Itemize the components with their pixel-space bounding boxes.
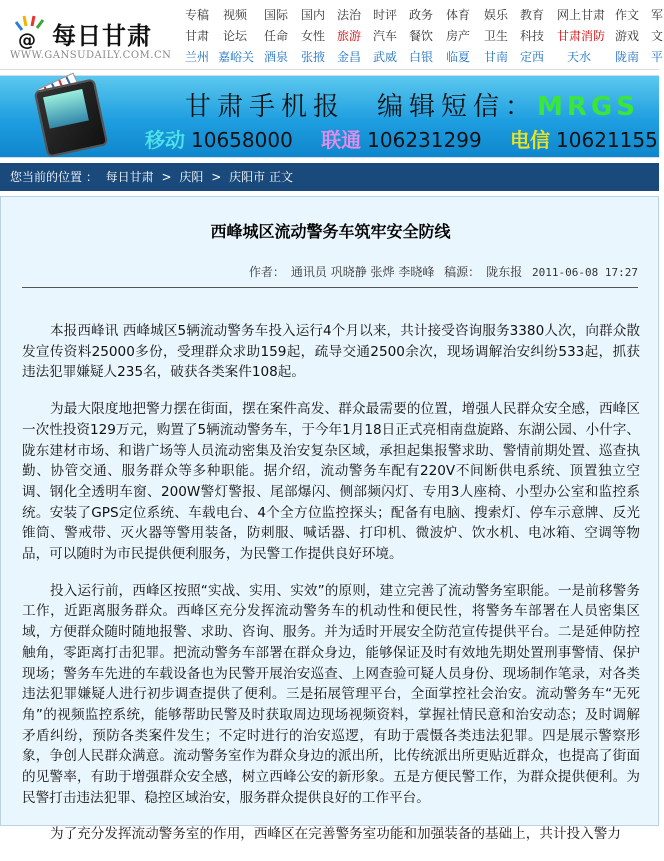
nav-link[interactable]: 科技	[520, 29, 545, 43]
article-author: 通讯员 巩晓静 张烨 李晓峰	[290, 265, 435, 279]
nav-link[interactable]: 旅游	[337, 29, 362, 43]
nav-link[interactable]: 法治	[337, 8, 362, 22]
article-title: 西峰城区流动警务车筑牢安全防线	[210, 222, 451, 241]
breadcrumb-item[interactable]: 庆阳	[179, 170, 204, 184]
nav-link[interactable]: 论坛	[223, 29, 248, 43]
nav-link[interactable]: 文	[651, 29, 664, 43]
article-source: 陇东报	[486, 265, 523, 279]
nav-link[interactable]: 任命	[264, 29, 289, 43]
mobile-news-banner[interactable]	[0, 75, 659, 158]
nav-link[interactable]: 网上甘肃	[557, 8, 606, 22]
breadcrumb-label: 您当前的位置 ：	[10, 170, 98, 184]
nav-link[interactable]: 天水	[567, 50, 592, 64]
nav-link[interactable]: 甘肃	[185, 29, 210, 43]
paragraph: 本报西峰讯 西峰城区5辆流动警务车投入运行4个月以来，共计接受咨询服务3380人次，向群众散发宣传资料25000多份，受理群众求助159起，疏导交通2500余次，现场调解治安纠纷533起，抓获违法犯罪嫌疑人235名，破获各类案件108起。	[22, 323, 640, 381]
article	[0, 196, 659, 843]
nav-link[interactable]: 军	[651, 8, 664, 22]
breadcrumb-separator: >	[211, 170, 222, 184]
paragraph: 为了充分发挥流动警务室的作用，西峰区在完善警务室功能和加强装备的基础上，共计投入警力	[50, 826, 621, 843]
operator-number: 106231299	[367, 128, 482, 152]
nav-link[interactable]: 视频	[223, 8, 248, 22]
site-logo[interactable]	[8, 8, 172, 64]
paragraph: 投入运行前，西峰区按照“实战、实用、实效”的原则，建立完善了流动警务室职能。一是前移警务工作，近距离服务群众。西峰区充分发挥流动警务车的机动性和便民性，将警务车部署在人员密集区域，方便群众随时随地报警、求助、咨询、服务。并为适时开展安全防范宣传提供平台。二是延伸防控触角，零距离打击犯罪。把流动警务车部署在群众身边，能够保证及时有效地先期处置刑事警情、保护现场；警务车先进的车载设备也为民警开展治安巡查、上网查验可疑人员身份、现场制作笔录，对各类违法犯罪嫌疑人进行初步调查提供了便利。三是拓展管理平台，全面掌控社会治安。流动警务车“无死角”的视频监控系统，能够帮助民警及时获取周边现场视频资料，掌握社情民意和治安动态；及时调解矛盾纠纷，预防各类案件发生；不定时进行的治安巡逻，有助于震慑各类违法犯罪。四是展示警察形象，争创人民群众满意。流动警务室作为群众身边的派出所，比传统派出所更贴近群众，也提高了街面的见警率，有助于增强群众安全感，树立西峰公安的新形象。五是方便民警工作，为群众提供便利。为民警打击违法犯罪、稳控区域治安，服务群众提供良好的工作平台。	[22, 582, 640, 806]
nav-link[interactable]: 张掖	[301, 50, 326, 64]
operator-number: 10621155	[556, 128, 658, 152]
nav-link[interactable]: 临夏	[446, 50, 471, 64]
site-header	[0, 0, 664, 70]
nav-link[interactable]: 房产	[446, 29, 471, 43]
nav-link[interactable]: 卫生	[484, 29, 509, 43]
nav-link[interactable]: 娱乐	[484, 8, 509, 22]
banner-title-text: 甘肃手机报 编辑短信：	[185, 92, 538, 122]
operator-name: 电信	[510, 128, 551, 152]
breadcrumb-separator: >	[161, 170, 172, 184]
nav-link[interactable]: 专稿	[185, 8, 210, 22]
site-name: 每日甘肃	[52, 22, 152, 50]
nav-link[interactable]: 武威	[373, 50, 398, 64]
nav-link[interactable]: 甘肃消防	[557, 29, 606, 43]
banner-sms-code: MRGS	[537, 92, 639, 122]
nav-link[interactable]: 甘南	[484, 50, 509, 64]
nav-link[interactable]: 餐饮	[409, 29, 434, 43]
nav-link[interactable]: 国际	[264, 8, 289, 22]
nav-link[interactable]: 游戏	[615, 29, 640, 43]
nav-link[interactable]: 汽车	[373, 29, 398, 43]
nav-link[interactable]: 政务	[409, 8, 434, 22]
site-url: WWW.GANSUDAILY.COM.CN	[10, 50, 172, 61]
nav-link[interactable]: 教育	[520, 8, 545, 22]
nav-link[interactable]: 嘉峪关	[218, 50, 255, 64]
nav-link[interactable]: 体育	[446, 8, 471, 22]
nav-link[interactable]: 作文	[615, 8, 640, 22]
nav-link[interactable]: 酒泉	[264, 50, 289, 64]
article-body	[22, 321, 640, 861]
nav-link[interactable]: 金昌	[337, 50, 362, 64]
breadcrumb-item[interactable]: 庆阳市 正文	[229, 170, 293, 184]
nav-link[interactable]: 平	[651, 50, 664, 64]
phone-icon	[34, 78, 109, 157]
article-date: 2011-06-08 17:27	[532, 266, 638, 279]
banner-title	[185, 86, 639, 123]
article-meta	[243, 263, 638, 280]
logo-icon	[12, 14, 48, 51]
operator-name: 移动	[145, 128, 185, 152]
author-label: 作者：	[248, 265, 285, 279]
operator-name: 联通	[321, 128, 362, 152]
banner-operators	[145, 124, 664, 153]
nav-link[interactable]: 白银	[409, 50, 434, 64]
nav-link[interactable]: 陇南	[615, 50, 640, 64]
nav-link[interactable]: 女性	[301, 29, 326, 43]
breadcrumb-item[interactable]: 每日甘肃	[105, 170, 154, 184]
svg-text:@: @	[18, 30, 36, 51]
nav-link[interactable]: 时评	[373, 8, 398, 22]
nav-link[interactable]: 国内	[301, 8, 326, 22]
nav-link[interactable]: 兰州	[185, 50, 210, 64]
breadcrumb	[0, 163, 659, 191]
nav-link[interactable]: 定西	[520, 50, 545, 64]
operator-number: 10658000	[191, 128, 293, 152]
paragraph: 为最大限度地把警力摆在街面，摆在案件高发、群众最需要的位置，增强人民群众安全感，西峰区一次性投资129万元，购置了5辆流动警务车，于今年1月18日正式亮相南盘旋路、东湖公园、小什字、陇东建材市场、和谐广场等人员流动密集及治安复杂区域，承担起集报警求助、警情前期处置、巡查执勤、协管交通、服务群众等多种职能。据介绍，流动警务车配有220V不间断供电系统、顶置独立空调、钢化全透明车窗、200W警灯警报、尾部爆闪、侧部频闪灯、专用3人座椅、小型办公室和监控系统。安装了GPS定位系统、车载电台、4个全方位监控探头；配备有电脑、搜索灯、停车示意牌、反光锥筒、警戒带、灭火器等警用装备，防刺服、喊话器、打印机、微波炉、饮水机、电冰箱、空调等物品，可以随时为市民提供便利服务，为民警工作提供良好环境。	[22, 401, 640, 563]
source-label: 稿源：	[444, 265, 481, 279]
divider	[22, 287, 638, 288]
